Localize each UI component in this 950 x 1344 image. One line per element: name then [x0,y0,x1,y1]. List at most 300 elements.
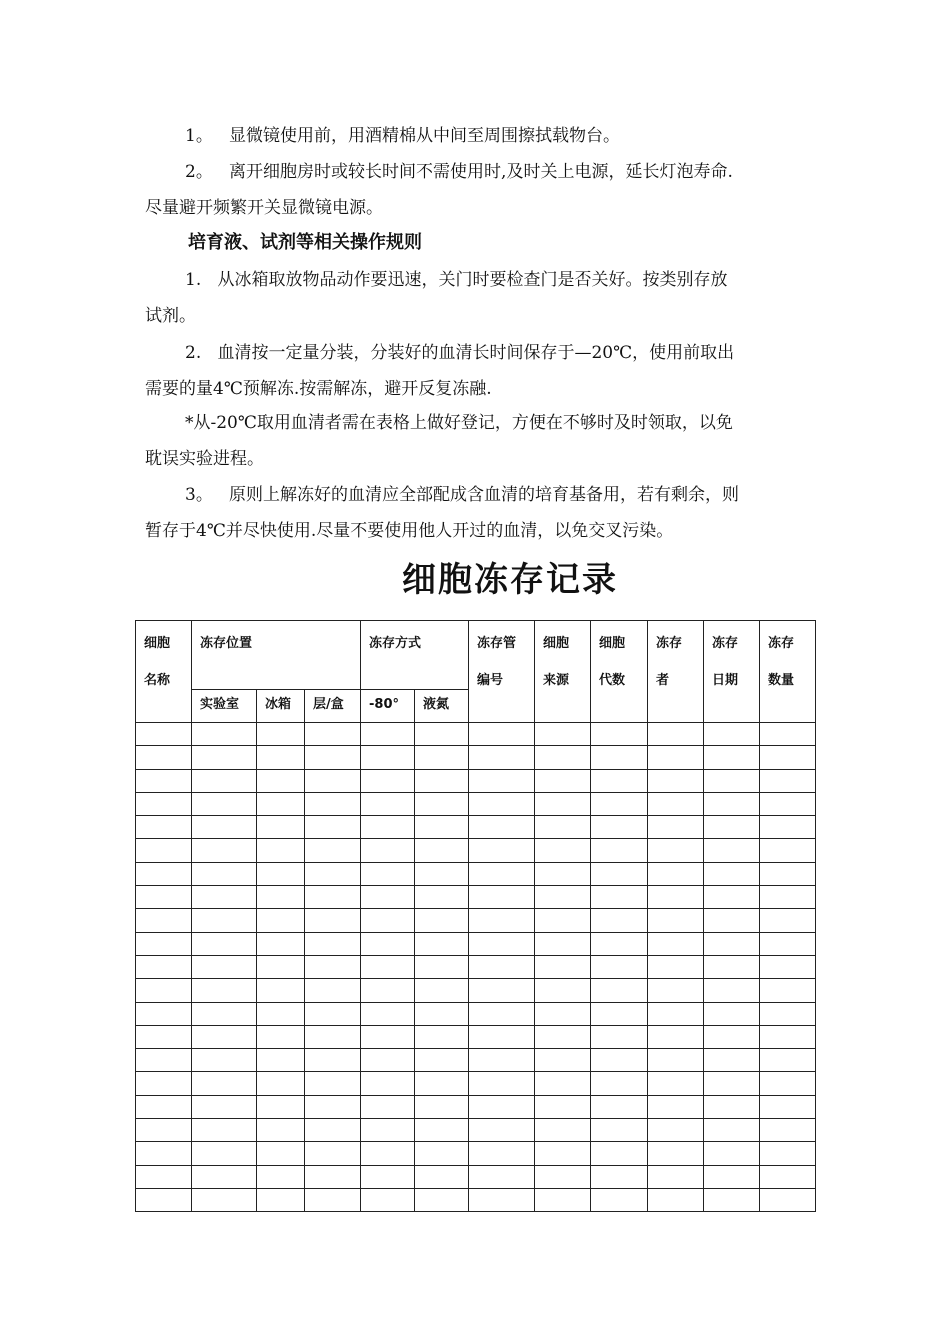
table-cell[interactable] [192,1095,257,1118]
table-cell[interactable] [535,1049,591,1072]
table-cell[interactable] [257,1188,305,1211]
table-cell[interactable] [361,816,415,839]
table-cell[interactable] [136,1188,192,1211]
note-text: *从-20℃取用血清者需在表格上做好登记，方便在不够时及时领取，以免 [185,413,733,433]
table-cell[interactable] [704,1119,760,1142]
table-cell[interactable] [192,769,257,792]
table-cell[interactable] [305,792,361,815]
table-cell[interactable] [760,792,816,815]
table-cell[interactable] [136,1049,192,1072]
table-cell[interactable] [361,955,415,978]
table-cell[interactable] [257,955,305,978]
table-cell[interactable] [257,792,305,815]
section-heading: 培育液、试剂等相关操作规则 [188,232,422,253]
table-cell[interactable] [136,979,192,1002]
table-cell[interactable] [469,1025,535,1048]
paragraph-text-continued: 尽量避开频繁开关显微镜电源。 [145,198,383,218]
table-cell[interactable] [760,1142,816,1165]
table-cell[interactable] [415,1119,469,1142]
table-cell[interactable] [361,1188,415,1211]
table-cell[interactable] [361,862,415,885]
table-cell[interactable] [136,746,192,769]
paragraph-text: 离开细胞房时或较长时间不需使用时,及时关上电源，延长灯泡寿命. [229,162,733,182]
table-cell[interactable] [257,746,305,769]
table-cell[interactable] [704,723,760,746]
table-cell[interactable] [415,909,469,932]
table-cell[interactable] [361,723,415,746]
table-row [136,792,816,815]
table-cell[interactable] [648,746,704,769]
table-row [136,816,816,839]
table-cell[interactable] [361,1095,415,1118]
table-cell[interactable] [648,1025,704,1048]
table-cell[interactable] [257,1002,305,1025]
table-cell[interactable] [760,909,816,932]
table-cell[interactable] [469,862,535,885]
table-cell[interactable] [704,1095,760,1118]
table-cell[interactable] [257,723,305,746]
table-cell[interactable] [704,1072,760,1095]
table-cell[interactable] [760,769,816,792]
table-cell[interactable] [469,886,535,909]
table-cell[interactable] [648,955,704,978]
table-cell[interactable] [361,932,415,955]
table-cell[interactable] [535,932,591,955]
table-cell[interactable] [760,723,816,746]
table-cell[interactable] [415,769,469,792]
table-cell[interactable] [415,839,469,862]
table-cell[interactable] [192,1119,257,1142]
table-cell[interactable] [648,1072,704,1095]
table-cell[interactable] [361,1049,415,1072]
table-cell[interactable] [305,816,361,839]
table-cell[interactable] [257,932,305,955]
table-cell[interactable] [704,1165,760,1188]
table-cell[interactable] [361,769,415,792]
table-cell[interactable] [192,1025,257,1048]
table-cell[interactable] [535,792,591,815]
table-cell[interactable] [305,839,361,862]
table-row [136,1049,816,1072]
table-cell[interactable] [192,839,257,862]
table-cell[interactable] [704,862,760,885]
item-number: 2。 [185,162,213,182]
item-number: 3。 [185,485,213,505]
table-cell[interactable] [535,839,591,862]
table-cell[interactable] [305,723,361,746]
paragraph-1 [145,118,805,154]
table-cell[interactable] [591,1142,648,1165]
table-cell[interactable] [535,1002,591,1025]
table-cell[interactable] [535,769,591,792]
table-cell[interactable] [535,746,591,769]
rule-3 [145,477,805,549]
table-cell[interactable] [648,909,704,932]
table-cell[interactable] [415,932,469,955]
table-cell[interactable] [760,979,816,1002]
table-cell[interactable] [648,792,704,815]
table-cell[interactable] [591,723,648,746]
table-cell[interactable] [591,746,648,769]
table-cell[interactable] [591,839,648,862]
table-cell[interactable] [136,723,192,746]
table-cell[interactable] [257,1025,305,1048]
table-cell[interactable] [415,1165,469,1188]
table-cell[interactable] [192,932,257,955]
table-cell[interactable] [305,1119,361,1142]
table-cell[interactable] [192,723,257,746]
table-cell[interactable] [192,1072,257,1095]
table-cell[interactable] [257,1095,305,1118]
table-row [136,1142,816,1165]
table-cell[interactable] [305,1188,361,1211]
table-row [136,1165,816,1188]
table-cell[interactable] [648,1049,704,1072]
table-cell[interactable] [361,1119,415,1142]
table-row [136,1095,816,1118]
table-cell[interactable] [535,1188,591,1211]
table-cell[interactable] [136,1165,192,1188]
table-cell[interactable] [305,909,361,932]
table-cell[interactable] [760,932,816,955]
table-cell[interactable] [257,1049,305,1072]
table-cell[interactable] [469,932,535,955]
header-method: 冻存方式 [361,621,469,690]
table-cell[interactable] [469,839,535,862]
table-cell[interactable] [535,955,591,978]
table-body [136,723,816,1212]
table-cell[interactable] [305,979,361,1002]
table-cell[interactable] [361,979,415,1002]
table-cell[interactable] [257,816,305,839]
table-cell[interactable] [591,955,648,978]
table-cell[interactable] [648,1165,704,1188]
table-cell[interactable] [305,1165,361,1188]
table-title: 细胞冻存记录 [402,560,618,600]
table-cell[interactable] [535,1095,591,1118]
table-cell[interactable] [704,769,760,792]
table-cell[interactable] [704,746,760,769]
table-cell[interactable] [469,792,535,815]
table-cell[interactable] [136,1072,192,1095]
table-cell[interactable] [469,1165,535,1188]
table-cell[interactable] [415,816,469,839]
table-cell[interactable] [760,1072,816,1095]
table-cell[interactable] [192,792,257,815]
header-liquid-nitrogen: 液氮 [415,690,469,723]
table-cell[interactable] [648,979,704,1002]
table-cell[interactable] [469,723,535,746]
table-cell[interactable] [469,1188,535,1211]
table-cell[interactable] [760,1165,816,1188]
table-cell[interactable] [415,979,469,1002]
table-row [136,1002,816,1025]
table-cell[interactable] [257,839,305,862]
table-cell[interactable] [192,886,257,909]
rule-text-continued: 试剂。 [145,306,196,326]
table-cell[interactable] [192,1049,257,1072]
table-cell[interactable] [415,1188,469,1211]
table-row [136,1188,816,1211]
table-cell[interactable] [535,1025,591,1048]
table-cell[interactable] [591,1119,648,1142]
table-cell[interactable] [591,1072,648,1095]
table-cell[interactable] [136,909,192,932]
table-cell[interactable] [704,839,760,862]
table-cell[interactable] [469,1049,535,1072]
table-cell[interactable] [648,723,704,746]
table-cell[interactable] [192,979,257,1002]
table-cell[interactable] [257,1165,305,1188]
table-cell[interactable] [192,1188,257,1211]
table-cell[interactable] [591,792,648,815]
table-row [136,769,816,792]
table-cell[interactable] [760,1025,816,1048]
table-cell[interactable] [192,1142,257,1165]
table-cell[interactable] [136,792,192,815]
table-cell[interactable] [136,955,192,978]
table-cell[interactable] [192,746,257,769]
table-cell[interactable] [469,979,535,1002]
table-cell[interactable] [136,839,192,862]
table-cell[interactable] [361,1002,415,1025]
table-cell[interactable] [415,792,469,815]
table-cell[interactable] [760,816,816,839]
table-cell[interactable] [415,955,469,978]
header-shelf-box: 层/盒 [305,690,361,723]
item-number: 1. [185,270,202,290]
table-cell[interactable] [136,1025,192,1048]
table-cell[interactable] [591,1188,648,1211]
table-cell[interactable] [257,1142,305,1165]
table-cell[interactable] [361,1072,415,1095]
table-cell[interactable] [591,979,648,1002]
table-cell[interactable] [469,1095,535,1118]
note-text-continued: 耽误实验进程。 [145,449,264,469]
table-cell[interactable] [704,1142,760,1165]
table-cell[interactable] [704,792,760,815]
table-cell[interactable] [257,1072,305,1095]
table-cell[interactable] [591,1049,648,1072]
header-source: 细胞 来源 [535,621,591,723]
table-cell[interactable] [591,862,648,885]
table-cell[interactable] [305,1072,361,1095]
table-cell[interactable] [535,886,591,909]
table-cell[interactable] [591,909,648,932]
table-cell[interactable] [361,1142,415,1165]
table-row [136,886,816,909]
table-cell[interactable] [469,1142,535,1165]
table-row [136,955,816,978]
table-cell[interactable] [760,1049,816,1072]
table-cell[interactable] [535,979,591,1002]
table-cell[interactable] [704,1049,760,1072]
table-cell[interactable] [136,932,192,955]
table-cell[interactable] [591,1165,648,1188]
table-cell[interactable] [760,886,816,909]
table-cell[interactable] [648,1188,704,1211]
table-cell[interactable] [136,1142,192,1165]
table-cell[interactable] [535,816,591,839]
table-cell[interactable] [305,1002,361,1025]
header-passage: 细胞 代数 [591,621,648,723]
table-cell[interactable] [192,955,257,978]
table-cell[interactable] [535,1142,591,1165]
table-cell[interactable] [648,839,704,862]
table-cell[interactable] [469,816,535,839]
table-row [136,839,816,862]
table-cell[interactable] [648,932,704,955]
table-cell[interactable] [415,1072,469,1095]
table-cell[interactable] [591,816,648,839]
table-cell[interactable] [305,746,361,769]
table-cell[interactable] [415,862,469,885]
table-cell[interactable] [591,886,648,909]
table-cell[interactable] [415,1049,469,1072]
table-cell[interactable] [648,862,704,885]
table-cell[interactable] [192,909,257,932]
table-cell[interactable] [760,1095,816,1118]
table-cell[interactable] [760,839,816,862]
table-cell[interactable] [305,1025,361,1048]
table-cell[interactable] [361,792,415,815]
table-cell[interactable] [469,1002,535,1025]
table-cell[interactable] [704,955,760,978]
table-cell[interactable] [648,816,704,839]
table-cell[interactable] [415,1002,469,1025]
table-cell[interactable] [257,1119,305,1142]
table-cell[interactable] [760,862,816,885]
table-cell[interactable] [361,886,415,909]
table-cell[interactable] [136,1119,192,1142]
table-cell[interactable] [415,1095,469,1118]
table-cell[interactable] [704,979,760,1002]
table-row [136,723,816,746]
rule-text: 从冰箱取放物品动作要迅速，关门时要检查门是否关好。按类别存放 [217,270,728,290]
table-cell[interactable] [305,886,361,909]
table-cell[interactable] [704,816,760,839]
table-cell[interactable] [305,1095,361,1118]
item-number: 1。 [185,126,213,146]
table-cell[interactable] [257,909,305,932]
table-row [136,909,816,932]
table-row [136,1119,816,1142]
table-cell[interactable] [305,955,361,978]
table-cell[interactable] [469,909,535,932]
header-location: 冻存位置 [192,621,361,690]
table-cell[interactable] [535,909,591,932]
table-cell[interactable] [136,886,192,909]
table-cell[interactable] [760,1119,816,1142]
table-cell[interactable] [760,955,816,978]
table-cell[interactable] [704,932,760,955]
table-cell[interactable] [648,886,704,909]
header-tube-id: 冻存管 编号 [469,621,535,723]
table-cell[interactable] [704,909,760,932]
table-cell[interactable] [648,1142,704,1165]
table-cell[interactable] [305,769,361,792]
note [145,405,805,477]
header-date: 冻存 日期 [704,621,760,723]
table-cell[interactable] [535,1072,591,1095]
table-cell[interactable] [192,862,257,885]
table-cell[interactable] [648,769,704,792]
table-cell[interactable] [136,1095,192,1118]
table-cell[interactable] [535,723,591,746]
table-cell[interactable] [648,1002,704,1025]
table-cell[interactable] [469,769,535,792]
header-row-1 [136,621,816,690]
table-cell[interactable] [704,886,760,909]
table-cell[interactable] [305,932,361,955]
table-cell[interactable] [136,816,192,839]
table-cell[interactable] [469,1119,535,1142]
table-cell[interactable] [415,723,469,746]
table-cell[interactable] [305,862,361,885]
table-cell[interactable] [192,1002,257,1025]
table-cell[interactable] [305,1049,361,1072]
table-cell[interactable] [591,769,648,792]
table-cell[interactable] [591,1095,648,1118]
rule-text-continued: 需要的量4℃预解冻.按需解冻，避开反复冻融. [145,379,492,399]
table-cell[interactable] [535,1119,591,1142]
table-cell[interactable] [469,955,535,978]
rule-text: 血清按一定量分装，分装好的血清长时间保存于—20℃，使用前取出 [217,343,735,363]
header-quantity: 冻存 数量 [760,621,816,723]
cell-freezing-record-table [135,620,816,1212]
table-cell[interactable] [136,862,192,885]
table-cell[interactable] [469,746,535,769]
table-cell[interactable] [136,769,192,792]
table-cell[interactable] [648,1095,704,1118]
table-cell[interactable] [760,1188,816,1211]
table-cell[interactable] [415,886,469,909]
rule-text: 原则上解冻好的血清应全部配成含血清的培育基备用，若有剩余，则 [229,485,740,505]
table-cell[interactable] [760,746,816,769]
table-cell[interactable] [591,932,648,955]
table-cell[interactable] [192,816,257,839]
table-cell[interactable] [535,1165,591,1188]
table-cell[interactable] [415,1142,469,1165]
table-cell[interactable] [192,1165,257,1188]
table-cell[interactable] [535,862,591,885]
table-cell[interactable] [361,746,415,769]
table-cell[interactable] [704,1025,760,1048]
table-cell[interactable] [591,1002,648,1025]
table-cell[interactable] [257,979,305,1002]
table-cell[interactable] [257,862,305,885]
table-cell[interactable] [361,1165,415,1188]
table-cell[interactable] [591,1025,648,1048]
table-cell[interactable] [415,746,469,769]
table-cell[interactable] [704,1188,760,1211]
header-freezer: 冰箱 [257,690,305,723]
header-cell-name: 细胞 名称 [136,621,192,723]
table-cell[interactable] [136,1002,192,1025]
table-cell[interactable] [760,1002,816,1025]
table-cell[interactable] [361,1025,415,1048]
table-cell[interactable] [361,909,415,932]
table-cell[interactable] [469,1072,535,1095]
table-cell[interactable] [648,1119,704,1142]
table-cell[interactable] [415,1025,469,1048]
table-cell[interactable] [704,1002,760,1025]
table-cell[interactable] [361,839,415,862]
table-cell[interactable] [257,886,305,909]
table-row [136,1025,816,1048]
table-cell[interactable] [305,1142,361,1165]
table-cell[interactable] [257,769,305,792]
